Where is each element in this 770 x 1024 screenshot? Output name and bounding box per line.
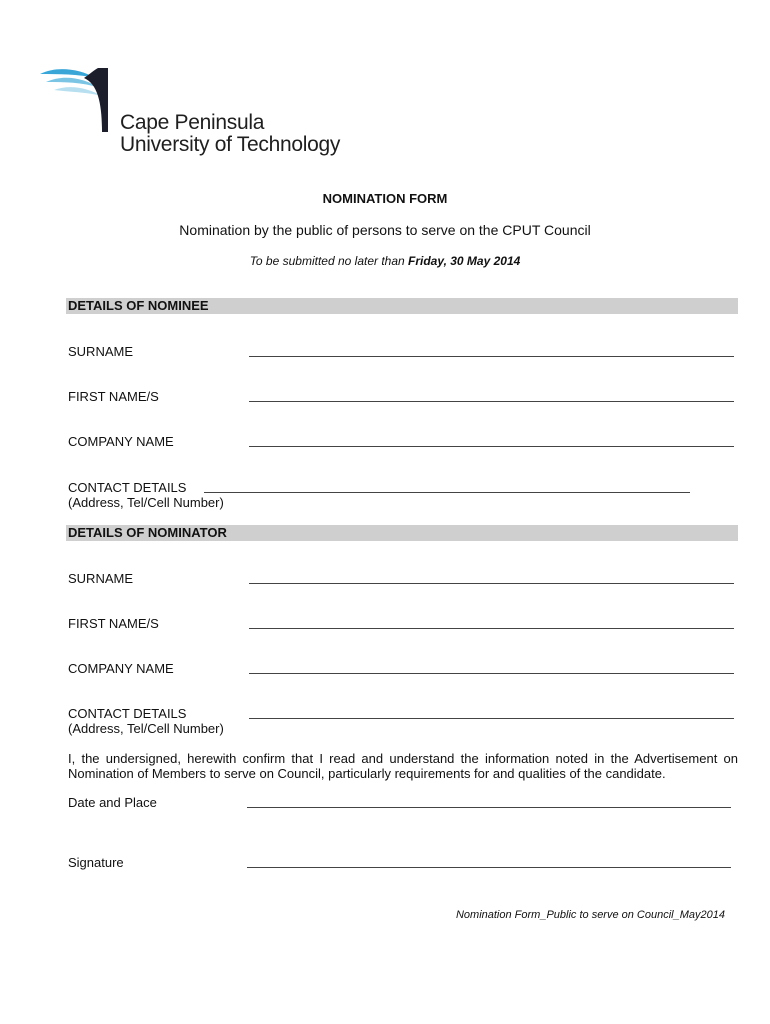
date-place-field[interactable] — [247, 807, 731, 808]
signature-label: Signature — [68, 855, 124, 870]
institution-name — [120, 112, 340, 156]
form-subtitle: Nomination by the public of persons to serve on the CPUT Council — [179, 222, 591, 238]
nominee-first-names-label: FIRST NAME/S — [68, 389, 159, 404]
nominator-company-field[interactable] — [249, 673, 734, 674]
form-title: NOMINATION FORM — [322, 191, 448, 206]
declaration-text: I, the undersigned, herewith confirm that I read and understand the information noted in the Advertisement on Nomination of Members to serve on Council, particularly requirements for and qualities of the candidate. — [68, 751, 738, 781]
submission-deadline — [0, 254, 770, 268]
nominee-first-names-field[interactable] — [249, 401, 734, 402]
nominee-section-heading: DETAILS OF NOMINEE — [66, 298, 738, 314]
nominator-first-names-label: FIRST NAME/S — [68, 616, 159, 631]
nominator-contact-field[interactable] — [249, 718, 734, 719]
nominator-company-label: COMPANY NAME — [68, 661, 174, 676]
signature-field[interactable] — [247, 867, 731, 868]
nominee-surname-field[interactable] — [249, 356, 734, 357]
nominator-surname-field[interactable] — [249, 583, 734, 584]
nominee-contact-label: CONTACT DETAILS — [68, 480, 187, 495]
nominee-contact-field[interactable] — [204, 492, 690, 493]
nominator-contact-label: CONTACT DETAILS — [68, 706, 187, 721]
cput-logo-icon — [38, 64, 108, 134]
nominee-company-label: COMPANY NAME — [68, 434, 174, 449]
deadline-prefix: To be submitted no later than — [249, 254, 409, 268]
nominator-contact-note: (Address, Tel/Cell Number) — [68, 721, 224, 736]
nominee-contact-note: (Address, Tel/Cell Number) — [68, 495, 224, 510]
document-footer: Nomination Form_Public to serve on Council_May2014 — [455, 909, 725, 921]
logo-line-2: University of Technology — [120, 133, 341, 156]
nominator-section-heading: DETAILS OF NOMINATOR — [66, 525, 738, 541]
deadline-date: Friday, 30 May 2014 — [408, 254, 521, 268]
nominee-surname-label: SURNAME — [68, 344, 134, 359]
nominator-surname-label: SURNAME — [68, 571, 134, 586]
nominee-company-field[interactable] — [249, 446, 734, 447]
nominator-first-names-field[interactable] — [249, 628, 734, 629]
date-place-label: Date and Place — [68, 795, 157, 810]
logo-line-1: Cape Peninsula — [120, 111, 265, 134]
